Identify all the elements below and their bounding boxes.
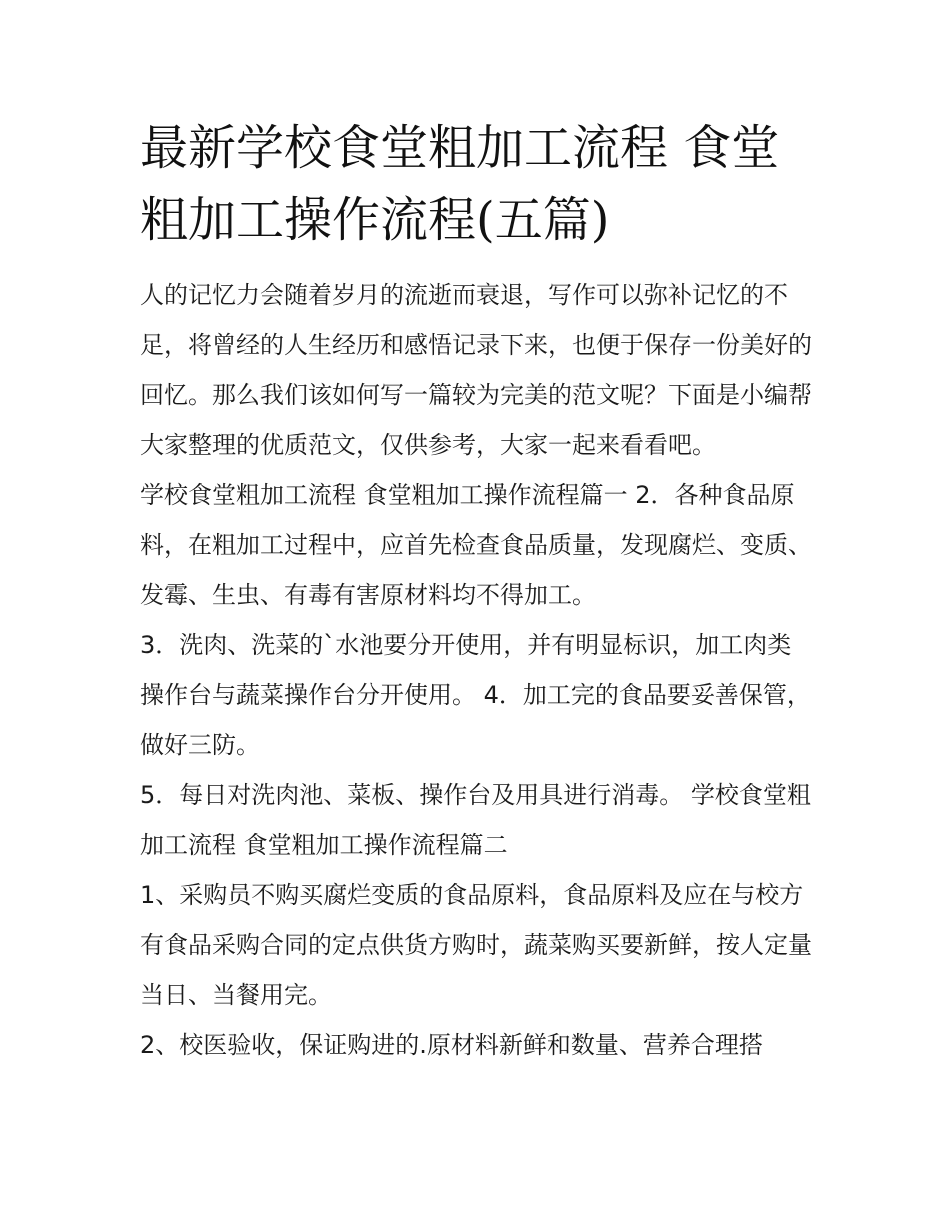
document-body bbox=[140, 112, 812, 1070]
document-title: 最新学校食堂粗加工流程 食堂粗加工操作流程(五篇) bbox=[140, 120, 780, 248]
paragraph-step-5: 5．每日对洗肉池、菜板、操作台及用具进行消毒。 学校食堂粗加工流程 食堂粗加工操作流程篇二 bbox=[140, 781, 811, 859]
paragraph-intro: 人的记忆力会随着岁月的流逝而衰退，写作可以弥补记忆的不足，将曾经的人生经历和感悟记录下来，也便于保存一份美好的回忆。那么我们该如何写一篇较为完美的范文呢？下面是小编帮大家整理的优质范文，仅供参考，大家一起来看看吧。 bbox=[140, 281, 812, 459]
paragraph-step-3-4: 3．洗肉、洗菜的`水池要分开使用，并有明显标识，加工肉类操作台与蔬菜操作台分开使用。 4．加工完的食品要妥善保管，做好三防。 bbox=[140, 631, 811, 759]
paragraph-section-one: 学校食堂粗加工流程 食堂粗加工操作流程篇一 2．各种食品原料，在粗加工过程中，应首先检查食品质量，发现腐烂、变质、发霉、生虫、有毒有害原材料均不得加工。 bbox=[140, 481, 812, 609]
paragraph-item-1: 1、采购员不购买腐烂变质的食品原料，食品原料及应在与校方有食品采购合同的定点供货方购时，蔬菜购买要新鲜，按人定量当日、当餐用完。 bbox=[140, 881, 812, 1009]
paragraph-item-2: 2、校医验收，保证购进的.原材料新鲜和数量、营养合理搭 bbox=[140, 1031, 763, 1059]
